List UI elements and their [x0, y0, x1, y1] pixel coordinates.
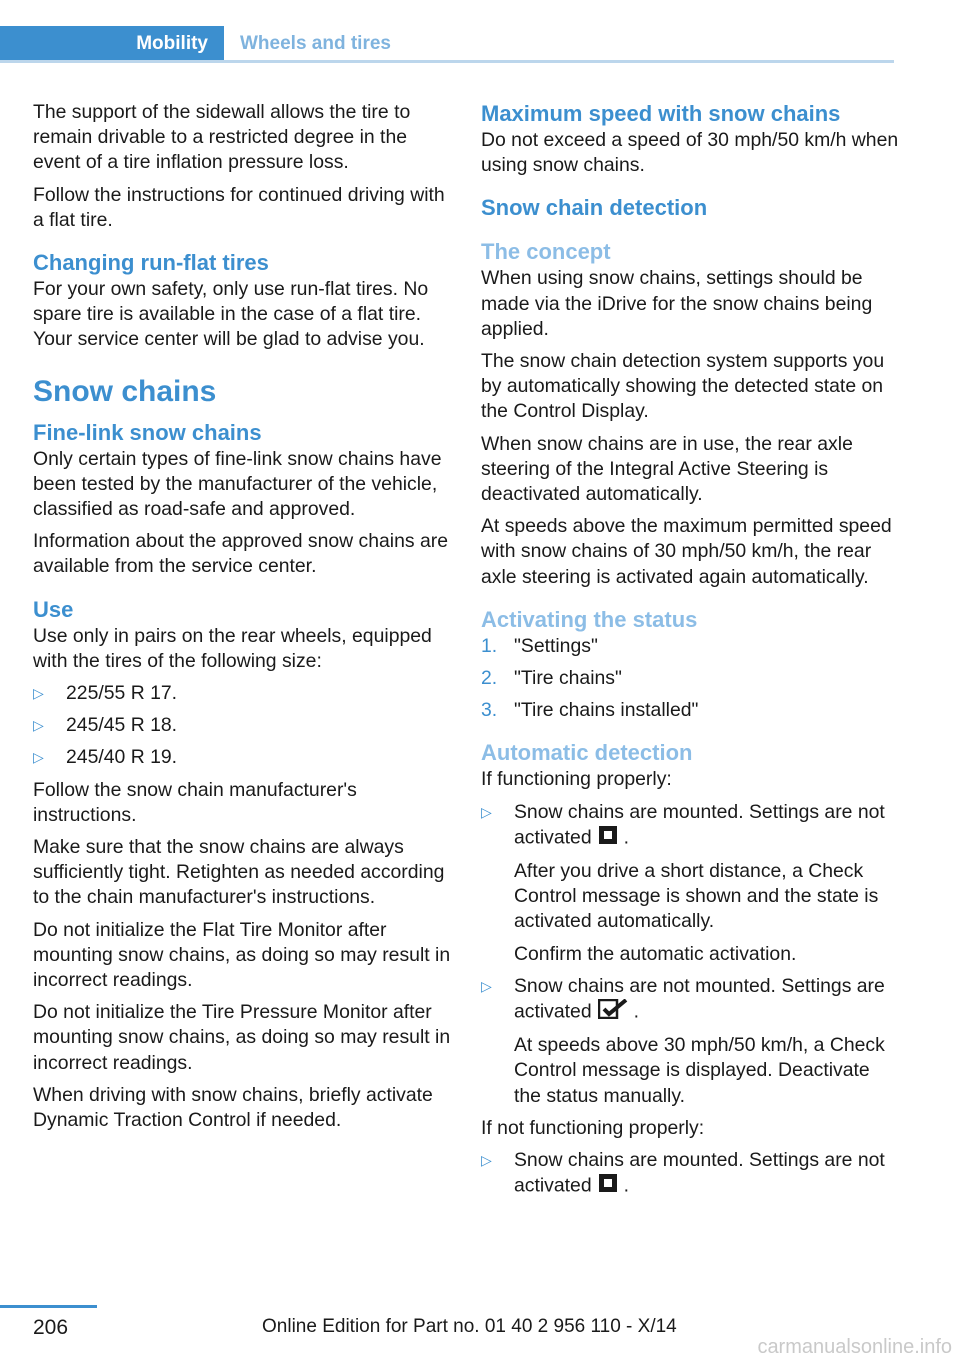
paragraph: When using snow chains, settings should be made via the iDrive for the snow chains being applied.: [481, 267, 873, 340]
paragraph: The support of the sidewall allows the tire to remain drivable to a restricted degree in the event of a tire inflation pressure loss.: [33, 101, 411, 174]
heading-changing-run-flat: Changing run-flat tires: [33, 250, 269, 276]
tire-size-list: [33, 681, 451, 771]
paragraph: Confirm the automatic activation.: [514, 942, 797, 965]
heading-max-speed: Maximum speed with snow chains: [481, 101, 841, 126]
list-item: ▷ Snow chains are mounted. Settings are not activated .: [481, 1148, 901, 1200]
paragraph: Information about the approved snow chains are available from the service center.: [33, 530, 449, 578]
footer-divider: [0, 1305, 97, 1308]
watermark: carmanualsonline.info: [757, 1336, 952, 1358]
edition-text: Online Edition for Part no. 01 40 2 956 110 - X/14: [262, 1316, 677, 1337]
paragraph: When snow chains are in use, the rear axle steering of the Integral Active Steering is deactivated automatically.: [481, 432, 853, 506]
paragraph: For your own safety, only use run-flat tires. No spare tire is available in the case of a flat tire. Your service center will be glad to advise you.: [33, 278, 429, 351]
detection-list: [481, 800, 901, 1109]
fallback-list: [481, 1148, 901, 1200]
paragraph: After you drive a short distance, a Check Control message is shown and the state is activated automatically.: [514, 860, 879, 933]
page-header: [0, 0, 960, 62]
paragraph: Only certain types of fine-link snow chains have been tested by the manufacturer of the vehicle, classified as road-safe and approved.: [33, 447, 442, 521]
list-item: ▷ Snow chains are not mounted. Settings are activated . At speeds above 30 mph/50 km/h, a Check Control message is displayed. Deactivate the status manually.: [481, 974, 901, 1109]
list-item: ▷ 225/55 R 17.: [33, 681, 451, 706]
heading-concept: The concept: [481, 239, 611, 265]
activation-steps: [481, 634, 901, 724]
paragraph: Do not initialize the Flat Tire Monitor after mounting snow chains, as doing so may result in incorrect readings.: [33, 918, 451, 992]
step-item: 2. "Tire chains": [481, 667, 622, 690]
triangle-bullet-icon: ▷: [33, 749, 44, 766]
tab-wheels-and-tires: Wheels and tires: [240, 33, 391, 54]
tab-mobility: Mobility: [0, 26, 224, 62]
heading-fine-link: Fine-link snow chains: [33, 419, 262, 445]
heading-automatic-detection: Automatic detection: [481, 740, 693, 766]
paragraph: Follow the snow chain manufacturer's instructions.: [33, 778, 357, 826]
paragraph: When driving with snow chains, briefly activate Dynamic Traction Control if needed.: [33, 1083, 433, 1132]
paragraph: If not functioning properly:: [481, 1116, 705, 1139]
left-column: [33, 100, 451, 1140]
paragraph: If functioning properly:: [481, 768, 672, 791]
paragraph: At speeds above 30 mph/50 km/h, a Check Control message is displayed. Deactivate the status manually.: [514, 1034, 885, 1107]
triangle-bullet-icon: ▷: [481, 1152, 492, 1169]
step-item: 3. "Tire chains installed": [481, 699, 699, 722]
header-divider: [0, 60, 894, 63]
heading-activating-status: Activating the status: [481, 606, 698, 632]
paragraph: The snow chain detection system supports you by automatically showing the detected state on the Control Display.: [481, 350, 885, 423]
heading-snow-chains: Snow chains: [33, 374, 217, 408]
heading-snow-chain-detection: Snow chain detection: [481, 195, 708, 221]
checkbox-unchecked-icon: [598, 1173, 618, 1200]
triangle-bullet-icon: ▷: [33, 685, 44, 702]
triangle-bullet-icon: ▷: [481, 977, 492, 994]
right-column: [481, 100, 901, 1208]
triangle-bullet-icon: ▷: [481, 803, 492, 820]
step-item: 1. "Settings": [481, 634, 598, 657]
paragraph: Follow the instructions for continued driving with a flat tire.: [33, 183, 445, 231]
paragraph: Make sure that the snow chains are always sufficiently tight. Retighten as needed according to the chain manufacturer's instructions.: [33, 836, 445, 909]
checkbox-unchecked-icon: [598, 825, 618, 852]
list-item: ▷ 245/40 R 19.: [33, 745, 451, 770]
page-number: 206: [33, 1316, 69, 1339]
triangle-bullet-icon: ▷: [33, 717, 44, 734]
list-item: ▷ 245/45 R 18.: [33, 713, 451, 738]
paragraph: Use only in pairs on the rear wheels, equipped with the tires of the following size:: [33, 624, 432, 672]
paragraph: At speeds above the maximum permitted speed with snow chains of 30 mph/50 km/h, the rear axle steering is activated again automatically.: [481, 515, 892, 588]
list-item: ▷ Snow chains are mounted. Settings are not activated . After you drive a short distance, a Check Control message is shown and the state is activated automatically. Confirm the automatic activation.: [481, 800, 901, 967]
paragraph: Do not exceed a speed of 30 mph/50 km/h when using snow chains.: [481, 129, 899, 177]
checkmark-icon: [598, 999, 628, 1026]
paragraph: Do not initialize the Tire Pressure Monitor after mounting snow chains, as doing so may result in incorrect readings.: [33, 1001, 451, 1074]
heading-use: Use: [33, 596, 74, 622]
